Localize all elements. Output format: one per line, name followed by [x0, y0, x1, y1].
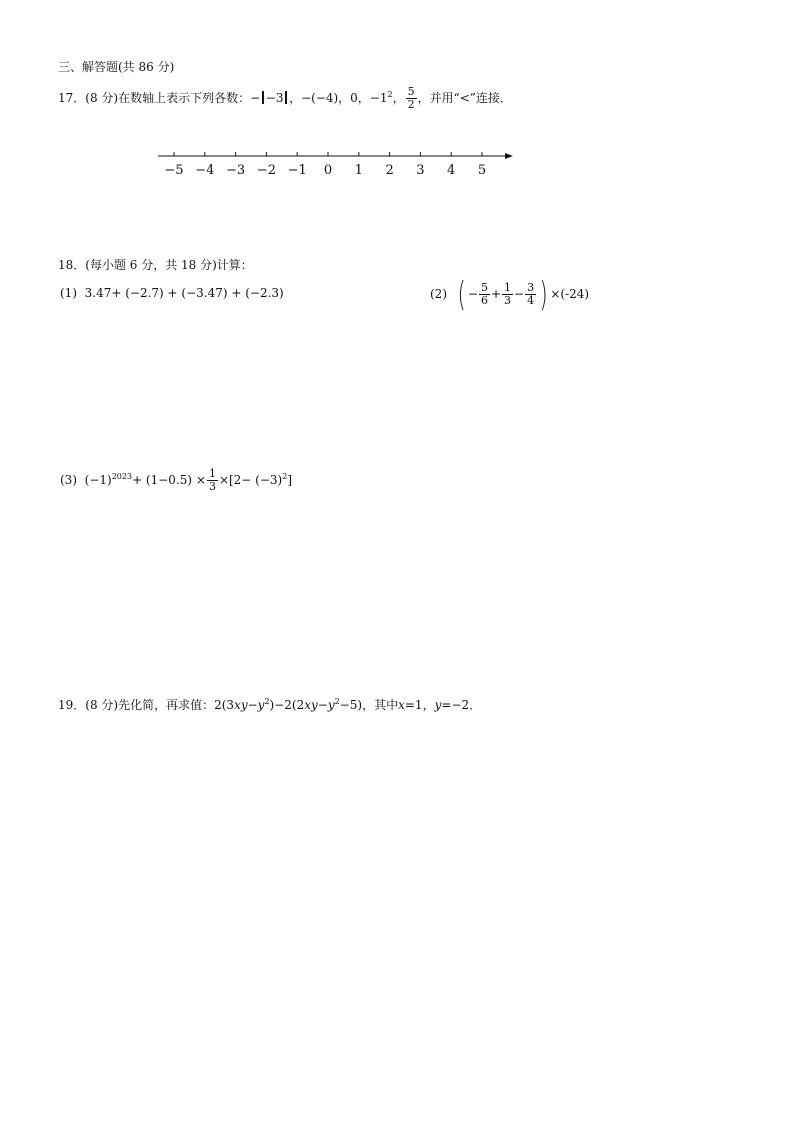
question-17: 17．(8 分)在数轴上表示下列各数：− −3 ，−(−4)，0，$-1^2$， $\frac{5}{2}$ ，并用“<”连接．: [58, 85, 512, 111]
tick-label: 2: [385, 163, 394, 178]
abs-bar-right: [285, 91, 287, 104]
tick-label: −3: [226, 163, 246, 178]
part-expression: 3.47+ (−2.7) + (−3.47) + (−2.3): [84, 286, 284, 300]
fraction-1-3: $\frac{1}{3}$: [504, 281, 512, 307]
tick-label: 5: [477, 163, 487, 178]
question-header: (每小题 6 分，共 18 分)计算：: [85, 258, 253, 272]
q18-part-3: (3) $(-1)^{2023}+ (1-0.5)$ × $\frac{1}{3}$ $\times[2- (-3)^2]$: [60, 467, 293, 493]
question-19: 19．(8 分)先化简，再求值：$2(3xy-y^2)-2(2xy-y^2-5)$，其中x=1，y=−2．: [58, 697, 482, 712]
question-18: [58, 257, 253, 273]
tick-label: 1: [354, 163, 363, 178]
tick-label: 4: [447, 163, 456, 178]
section-title: 三、解答题(共 86 分): [58, 60, 175, 74]
part-label: (2): [430, 287, 447, 301]
question-number: 17．: [58, 91, 86, 105]
number-line-arrow-icon: [505, 153, 513, 159]
tick-label: −1: [287, 163, 307, 178]
question-number: 19．: [58, 698, 86, 712]
abs-bar-left: [262, 91, 264, 104]
q18-part-2: (2) ( − $\frac{5}{6}$ + $\frac{1}{3}$ − $\frac{3}{4}$ ) ×(-24): [430, 274, 590, 315]
tick-label: 0: [323, 163, 333, 178]
fraction-five-halves: $\frac{5}{2}$: [407, 85, 415, 111]
fraction-5-6: $\frac{5}{6}$: [480, 281, 488, 307]
fraction-3-4: $\frac{3}{4}$: [527, 281, 535, 307]
left-paren: (: [457, 274, 466, 315]
number-line: [155, 142, 520, 182]
tick-label: −2: [256, 163, 276, 178]
part-label: (1): [60, 286, 77, 300]
part-label: (3): [60, 473, 77, 487]
right-paren: ): [539, 274, 548, 315]
question-number: 18．: [58, 258, 86, 272]
tick-label: 3: [416, 163, 425, 178]
tick-label: −5: [164, 163, 184, 178]
question-score: (8 分): [85, 698, 119, 712]
fraction-1-3: $\frac{1}{3}$: [208, 467, 216, 493]
question-score: (8 分): [85, 91, 119, 105]
q18-part-1: [60, 285, 284, 301]
tick-label: −4: [195, 163, 215, 178]
